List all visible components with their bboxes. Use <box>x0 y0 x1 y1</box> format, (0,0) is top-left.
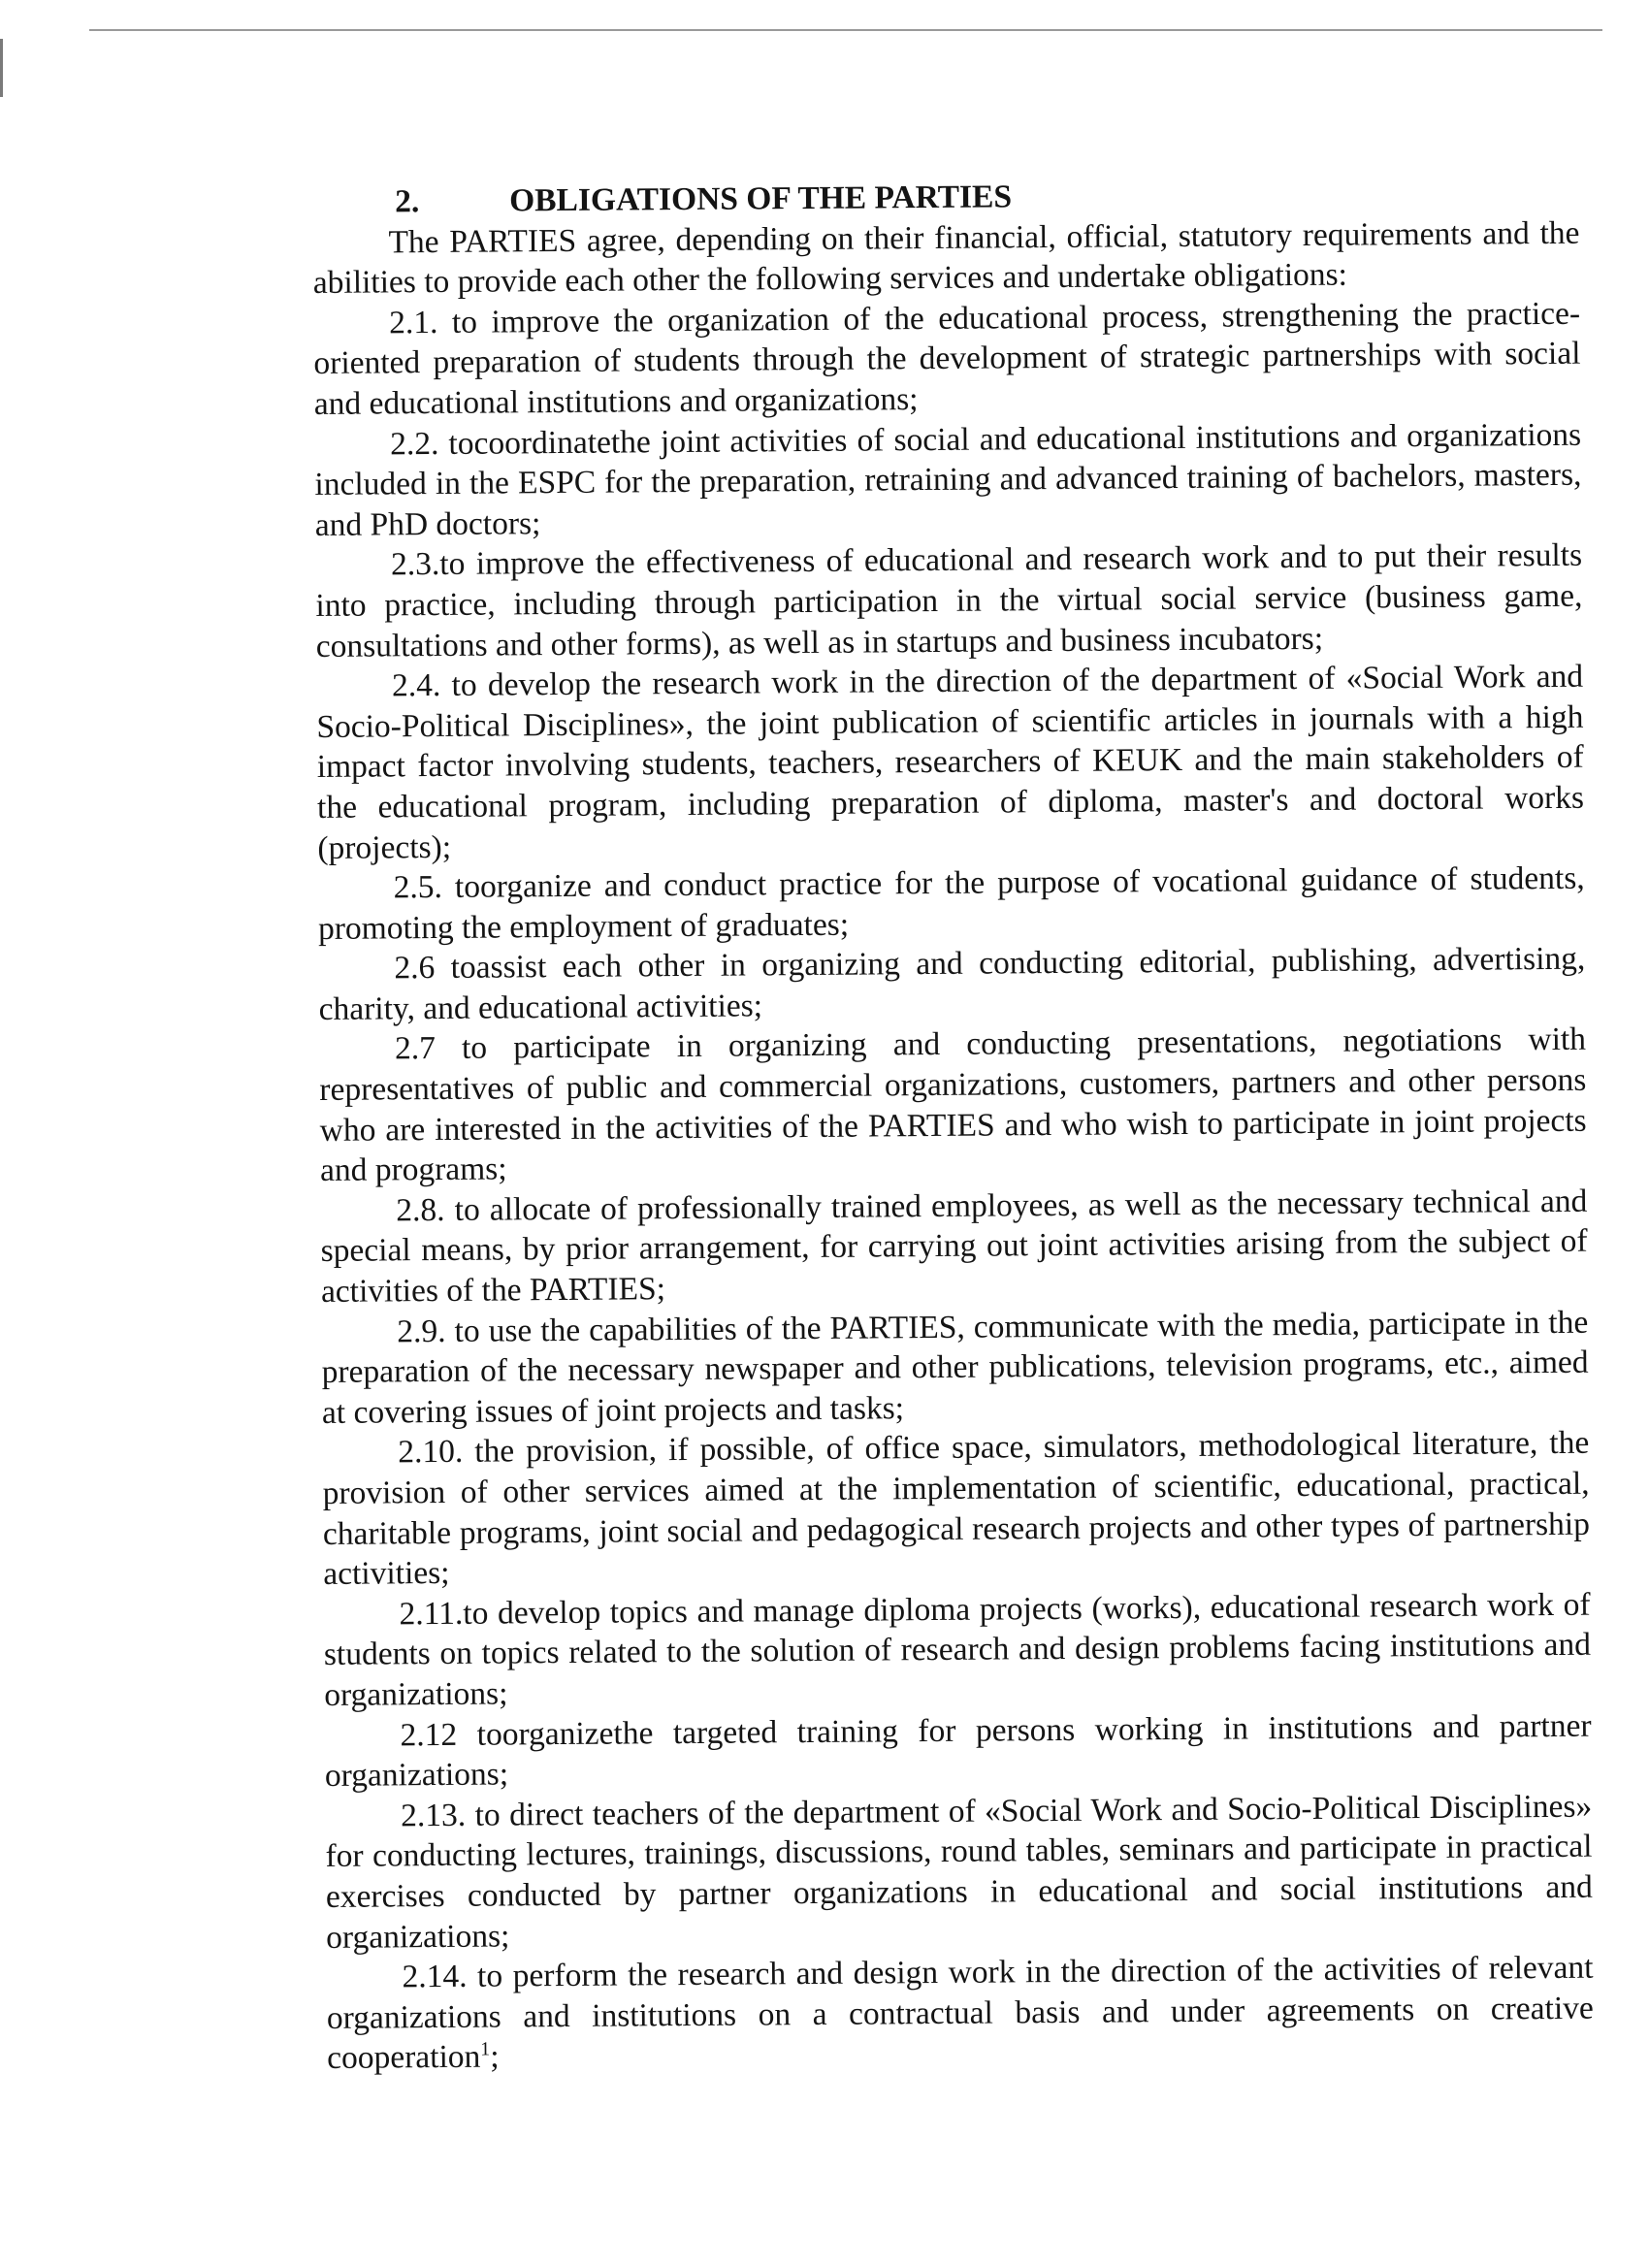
obligation-item-2-1: 2.1. to improve the organization of the educational process, strengthening the practice-oriented preparation of students through the development of strategic partnerships with social and educational institutions and organizations; <box>313 295 1581 422</box>
obligation-item-2-10: 2.10. the provision, if possible, of office space, simulators, methodological literature, the provision of other services aimed at the implementation of scientific, educational, practical, charitable programs, joint social and pedagogical research projects and other types of partnership activities; <box>322 1425 1591 1593</box>
footnote-reference[interactable]: 1 <box>480 2038 491 2060</box>
section-number: 2. <box>395 183 420 220</box>
obligation-item-2-13: 2.13. to direct teachers of the department of «Social Work and Socio-Political Disciplines» for conducting lectures, trainings, discussions, round tables, seminars and participate in practical exercises conducted by partner organizations in educational and social institutions and organizations; <box>325 1788 1593 1956</box>
obligation-item-2-5: 2.5. toorganize and conduct practice for the purpose of vocational guidance of students, promoting the employment of graduates; <box>317 859 1585 947</box>
scan-top-edge-line <box>89 29 1602 31</box>
scan-left-edge-mark <box>0 39 3 97</box>
obligation-item-2-14 <box>326 1948 1594 2079</box>
section-title: OBLIGATIONS OF THE PARTIES <box>509 178 1013 219</box>
obligation-item-2-7: 2.7 to participate in organizing and conducting presentations, negotiations with representatives of public and commercial organizations, customers, partners and other persons who are interested in the activities of the PARTIES and who wish to participate in joint projects and programs; <box>319 1021 1587 1189</box>
obligation-item-2-14-end: ; <box>490 2038 500 2075</box>
obligation-item-2-14-text: 2.14. to perform the research and design work in the direction of the activities of relevant organizations and institutions on a contractual basis and under agreements on creative cooperation <box>326 1949 1594 2077</box>
obligation-item-2-2: 2.2. tocoordinatethe joint activities of social and educational institutions and organizations included in the ESPC for the preparation, retraining and advanced training of bachelors, masters, and PhD doctors; <box>314 416 1582 543</box>
obligation-item-2-6: 2.6 toassist each other in organizing and conducting editorial, publishing, advertising, charity, and educational activities; <box>318 940 1586 1027</box>
obligation-item-2-3: 2.3.to improve the effectiveness of educational and research work and to put their results into practice, including through participation in the virtual social service (business game, consultations and other forms), as well as in startups and business incubators; <box>315 537 1583 664</box>
obligation-item-2-4: 2.4. to develop the research work in the direction of the department of «Social Work and Socio-Political Disciplines», the joint publication of scientific articles in journals with a high impact factor involving students, teachers, researchers of KEUK and the main stakeholders of the educational program, including preparation of diploma, master's and doctoral works (projects); <box>316 658 1585 866</box>
obligation-item-2-11: 2.11.to develop topics and manage diploma projects (works), educational research work of students on topics related to the solution of research and design problems facing institutions and organizations; <box>323 1586 1592 1713</box>
document-page <box>312 173 1594 2079</box>
obligation-item-2-8: 2.8. to allocate of professionally trained employees, as well as the necessary technical and special means, by prior arrangement, for carrying out joint activities arising from the subject of activities of the PARTIES; <box>320 1183 1588 1310</box>
obligation-item-2-9: 2.9. to use the capabilities of the PARTIES, communicate with the media, participate in the preparation of the necessary newspaper and other publications, television programs, etc., aimed at covering issues of joint projects and tasks; <box>321 1304 1589 1431</box>
obligation-item-2-12: 2.12 toorganizethe targeted training for persons working in institutions and partner organizations; <box>324 1707 1592 1795</box>
intro-paragraph: The PARTIES agree, depending on their financial, official, statutory requirements and the abilities to provide each other the following services and undertake obligations: <box>312 214 1580 302</box>
